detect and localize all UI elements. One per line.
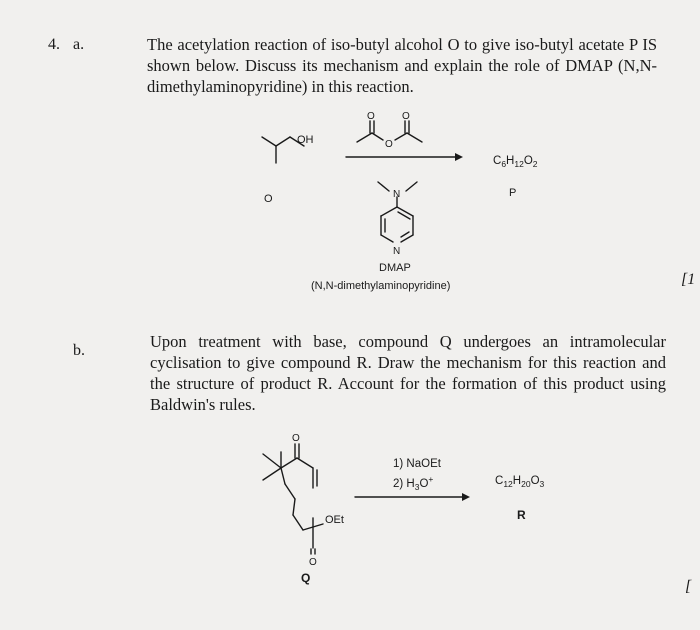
dmap-bond <box>406 182 417 191</box>
q-chain <box>293 515 303 530</box>
step1-reagent: 1) NaOEt <box>393 458 441 470</box>
q-chain <box>285 484 295 499</box>
anhydride-bond <box>407 133 422 142</box>
dmap-fullname: (N,N-dimethylaminopyridine) <box>311 280 451 292</box>
product-r-formula: $C_{12}H_{20}O_3$ <box>495 475 545 489</box>
compound-q-label: Q <box>301 571 311 585</box>
part-b-text: Upon treatment with base, compound Q undergoes an intramolecular cyclisation to give compound R. Draw the mechanism for this reaction and the structure of product R. Account for the formation of this product using Baldwin's rules. <box>150 332 666 414</box>
dmap-ring-double <box>401 232 409 237</box>
anhydride-o-right: O <box>402 111 410 122</box>
dmap-name: DMAP <box>379 262 411 274</box>
reactant-o-bond <box>276 137 290 146</box>
dmap-ring-bond <box>381 207 397 216</box>
dmap-ring-bond <box>397 207 413 216</box>
scheme-b-cyclisation <box>0 420 700 630</box>
anhydride-bond <box>395 133 407 140</box>
dmap-n-ring: N <box>393 246 401 257</box>
part-a-text: The acetylation reaction of iso-butyl alcohol O to give iso-butyl acetate P IS shown below. Discuss its mechanism and explain the role of DMAP (N,N-dimethylaminopyridine) in this reaction. <box>147 35 657 96</box>
ester-o-label: O <box>309 557 317 568</box>
q-chain <box>281 468 285 484</box>
dmap-bond <box>378 182 389 191</box>
q-bond <box>297 458 313 468</box>
product-p-label: P <box>509 187 517 199</box>
arrow-head <box>462 493 470 501</box>
ketone-o-label: O <box>292 433 300 444</box>
part-a-label: a. <box>73 36 85 53</box>
reactant-o-label: O <box>264 193 273 205</box>
q-bond <box>263 454 281 468</box>
oet-label: OEt <box>325 514 344 526</box>
q-bond <box>263 468 281 480</box>
oh-label: OH <box>297 134 314 146</box>
question-number: 4. <box>48 36 60 53</box>
part-b-marks: [ <box>685 578 692 595</box>
q-chain <box>293 499 295 515</box>
anhydride-bond <box>372 133 383 140</box>
anhydride-bridge-o: O <box>385 139 393 150</box>
part-a-marks: [1 <box>681 271 696 288</box>
dmap-ring-bond <box>381 235 393 242</box>
part-b-label: b. <box>73 342 85 359</box>
anhydride-o-left: O <box>367 111 375 122</box>
reactant-o-bond <box>262 137 276 146</box>
anhydride-bond <box>357 133 372 142</box>
q-bond <box>281 458 297 468</box>
product-r-label: R <box>517 508 526 522</box>
dmap-n-amine: N <box>393 189 401 200</box>
arrow-head <box>455 153 463 161</box>
step2-reagent: 2) $H_3O^+$ <box>393 474 434 492</box>
product-p-formula: $C_6H_{12}O_2$ <box>493 155 538 169</box>
